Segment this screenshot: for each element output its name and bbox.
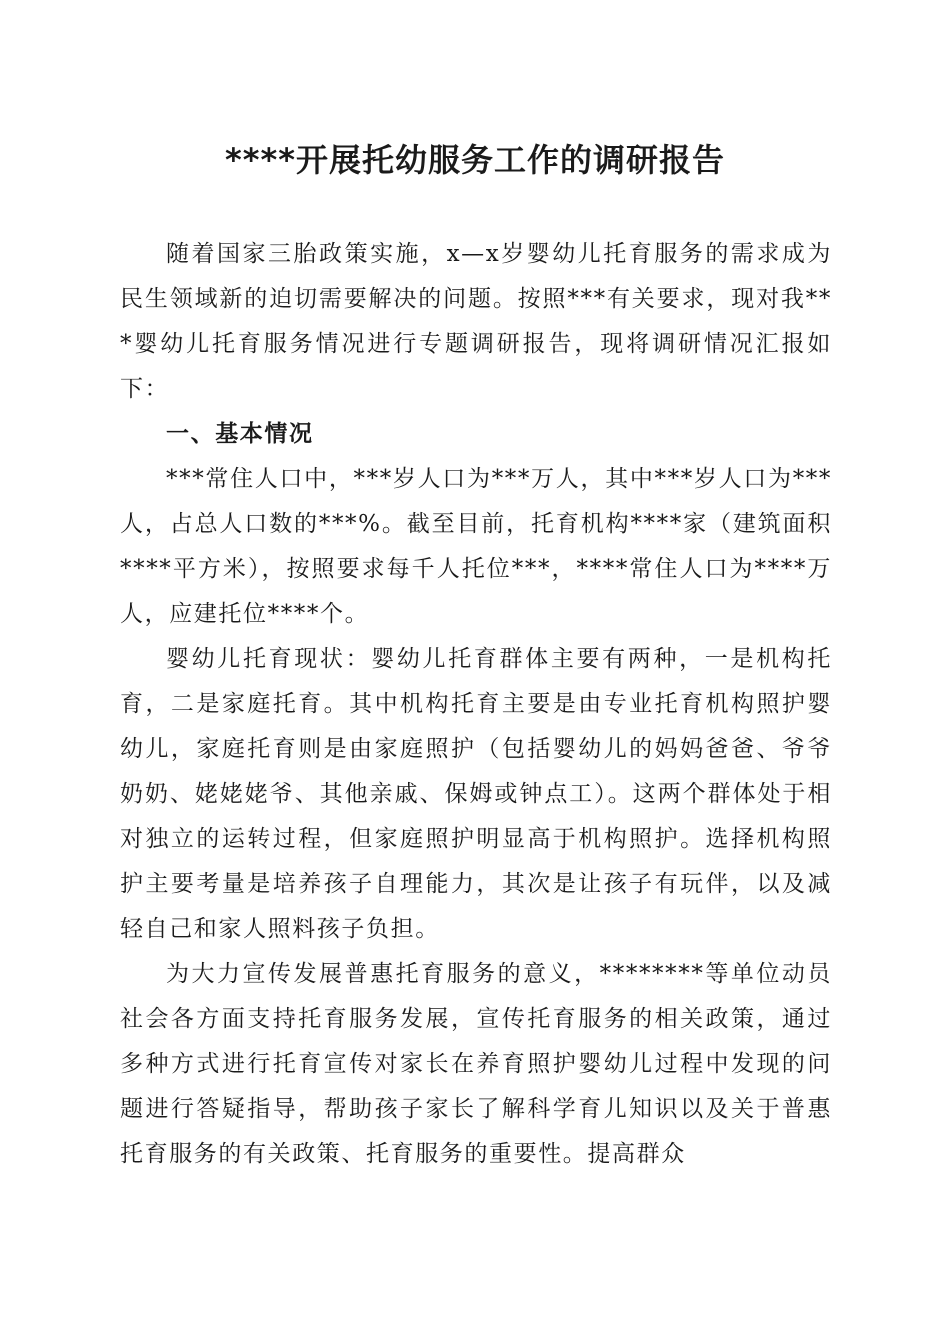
intro-paragraph: 随着国家三胎政策实施，x—x岁婴幼儿托育服务的需求成为民生领域新的迫切需要解决的问题。按照***有关要求，现对我***婴幼儿托育服务情况进行专题调研报告，现将调研情况汇报如下： — [120, 241, 832, 402]
document-body — [120, 232, 832, 1177]
population-paragraph: ***常住人口中，***岁人口为***万人，其中***岁人口为***人，占总人口数的***%。截至目前，托育机构****家（建筑面积****平方米），按照要求每千人托位***，****常住人口为****万人，应建托位****个。 — [120, 466, 832, 627]
section-heading-basic: 一、基本情况 — [166, 421, 314, 447]
childcare-status-paragraph: 婴幼儿托育现状：婴幼儿托育群体主要有两种，一是机构托育，二是家庭托育。其中机构托育主要是由专业托育机构照护婴幼儿，家庭托育则是由家庭照护（包括婴幼儿的妈妈爸爸、爷爷奶奶、姥姥姥爷、其他亲戚、保姆或钟点工）。这两个群体处于相对独立的运转过程，但家庭照护明显高于机构照护。选择机构照护主要考量是培养孩子自理能力，其次是让孩子有玩伴，以及减轻自己和家人照料孩子负担。 — [120, 646, 832, 942]
document-title: ****开展托幼服务工作的调研报告 — [225, 141, 725, 179]
publicity-paragraph: 为大力宣传发展普惠托育服务的意义，********等单位动员社会各方面支持托育服务发展，宣传托育服务的相关政策，通过多种方式进行托育宣传对家长在养育照护婴幼儿过程中发现的问题进行答疑指导，帮助孩子家长了解科学育儿知识以及关于普惠托育服务的有关政策、托育服务的重要性。提高群众 — [120, 961, 832, 1167]
